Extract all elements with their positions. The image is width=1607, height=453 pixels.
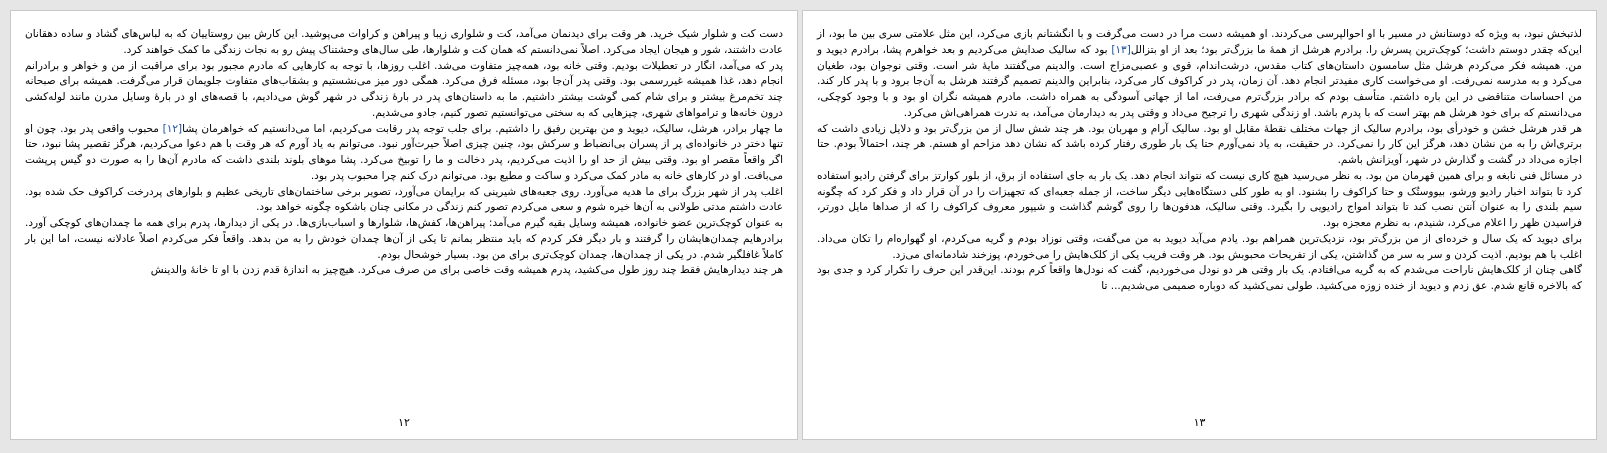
paragraph-text: ما چهار برادر، هرشل، سالیک، دیوید و من بهترین رفیق را داشتیم. برای جلب توجه پدر رقابت می‌کردیم، اما می‌دانستیم که خواهرمان پشا: [182, 122, 784, 135]
paragraph-text: لذتبخش نبود، به ویژه که دوستانش در مسیر با او احوالپرسی می‌کردند. او همیشه دست مرا در دست می‌گرفت و با انگشتانم بازی می‌کرد، این مثل علامتی سری بین ما بود، از این‌که چقدر دوستم داشت؛ کوچک‌ترین پسرش را. برادرم هرشل از همهٔ ما بزرگ‌تر بود؛ بعد از او بتزالل: [817, 28, 1582, 56]
left-page: [10, 10, 798, 440]
page-number: ۱۳: [1193, 416, 1206, 429]
paragraph: دست کت و شلوار شیک خرید. هر وقت برای دیدنمان می‌آمد، کت و شلواری زیبا و پیراهن و کراوات می‌پوشید. این کارش بین روستاییان که به لباس‌های گشاد و ساده دهقانان عادت داشتند، شور و هیجان ایجاد می‌کرد. اصلاً نمی‌دانستم که همان کت و شلوارها، طی سال‌های وحشتناک پیش رو به نجات زندگی ما کمک خواهند کرد.: [25, 28, 783, 56]
right-page: [802, 10, 1597, 440]
page-number: ۱۲: [398, 416, 410, 429]
paragraph: هر قدر هرشل خشن و خودرأی بود، برادرم سالیک از جهات مختلف نقطهٔ مقابل او بود. سالیک آرام و مهربان بود. هر چند شش سال از من بزرگ‌تر بود و دلایل زیادی داشت که برتری‌اش را به من نشان دهد، هرگز این کار را نمی‌کرد. در حقیقت، به یاد نمی‌آورم حتا یک بار طوری رفتار کرده باشد که نشان دهد مزاحم او هستم. هر چند، احتمالاً بودم. حتا اجازه می‌داد در گشت و گذارش در شهر، آویزانش باشم.: [817, 122, 1582, 166]
paragraph: [25, 122, 783, 185]
footnote-link[interactable]: [۱۲]: [162, 122, 183, 135]
right-page-body: [817, 27, 1582, 295]
paragraph: برای دیوید که یک سال و خرده‌ای از من بزرگ‌تر بود، نزدیک‌ترین همراهم بود. یادم می‌آید دیوید به من می‌گفت، وقتی نوزاد بودم و گریه می‌کردم، او گهواره‌ام را تکان می‌داد. اغلب با هم بودیم. اذیت کردن و سر به سر من گذاشتن، یکی از تفریحات محبوبش بود. هر وقت فریب یکی از کلک‌هایش را می‌خوردم، پوزخند شادمانه‌ای می‌زد.: [817, 232, 1582, 261]
left-page-body: [25, 27, 783, 279]
paragraph-text: محبوب واقعی پدر بود. چون او تنها دختر در خانواده‌ای پر از پسران بی‌انضباط و سرکش بود، چنین چیزی اصلاً حیرت‌آور نبود. می‌توانم به یاد آورم که هر وقت با هم دعوا می‌کردیم، هرگز تقصیر پشا نبود، حتا اگر واقعاً مقصر او بود. وقتی بیش از حد او را اذیت می‌کردیم، پدر دخالت و ما را توبیخ می‌کرد. پشا موهای بلوند بلندی داشت که مادرم آن‌ها را به صورت دو گیس پرپشت می‌بافت. او در کارهای خانه به مادر کمک می‌کرد و ساکت و مطیع بود. می‌توانم درک کنم چرا محبوب پدر بود.: [25, 122, 783, 182]
footnote-link[interactable]: [۱۳]: [1111, 43, 1131, 56]
paragraph: هر چند دیدارهایش فقط چند روز طول می‌کشید، پدرم همیشه وقت خاصی برای من صرف می‌کرد. هیچ‌چیز به اندازهٔ قدم زدن با او تا خانهٔ والدینش: [150, 264, 783, 277]
paragraph: به عنوان کوچک‌ترین عضو خانواده، همیشه وسایل بقیه گیرم می‌آمد: پیراهن‌ها، کفش‌ها، شلوارها و اسباب‌بازی‌ها. در یکی از دیدارها، پدرم برای همه ما چمدان‌های کوچکی آورد. برادرهایم چمدان‌هایشان را گرفتند و بار دیگر فکر کردم که باید منتظر بمانم تا یکی از آن‌ها چمدان خودش را به من بدهد. واقعاً فکر می‌کردم اصلاً عادلانه نیست، اما این بار کاملاً غافلگیر شدم. در یکی از چمدان‌ها، چمدان کوچک‌تری برای من بود. بسیار خوشحال بودم.: [25, 217, 783, 261]
paragraph-text: بود که سالیک صدایش می‌کردیم و بعد خواهرم پشا، برادرم دیوید و من. همیشه فکر می‌کردم هرشل مثل سامسون داستان‌های کتاب مقدس، درشت‌اندام، قوی و عصبی‌مزاج است. والدینم می‌گفتند مایهٔ شر است. وقتی نوجوان بود، طغیان می‌کرد و به مدرسه نمی‌رفت. او می‌خواست کاری مفیدتر انجام دهد. آن زمان، پدر در کراکوف کار می‌کرد، بنابراین والدینم تصمیم گرفتند هرشل به آن‌جا برود و با پدر کار کند. من احساسات متناقضی در این باره داشتم. متأسف بودم که برادر بزرگ‌ترم می‌رفت، اما از جهاتی آسودگی به همراه داشت. مادرم همیشه نگران او بود و با وجود کوچکی، می‌دانستم که برای خود هرشل هم بهتر است که با پدرم باشد. او زندگی شهری را ترجیح می‌داد و وقتی پدر به دیدارمان می‌آمد، به ندرت همراهی‌اش می‌کرد.: [817, 43, 1582, 119]
paragraph: گاهی چنان از کلک‌هایش ناراحت می‌شدم که به گریه می‌افتادم. یک بار وقتی هر دو نودل می‌خوردیم، گفت که نودل‌ها واقعاً کرم بودند. این‌قدر این حرف را تکرار کرد و جدی بود که بالاخره قانع شدم. عق زدم و دیوید از خنده زوزه می‌کشید. طولی نمی‌کشید که دوباره صمیمی می‌شدیم... تا: [817, 264, 1582, 292]
paragraph: [817, 27, 1582, 122]
paragraph: اغلب پدر از شهر بزرگ برای ما هدیه می‌آورد. روی جعبه‌های شیرینی که برایمان می‌آورد، تصویر برخی ساختمان‌های تاریخی عظیم و بلوارهای پردرخت کراکوف حک شده بود. عادت داشتم مدتی طولانی به آن‌ها خیره شوم و سعی می‌کردم تصور کنم زندگی در مکانی چنان باشکوه چگونه خواهد بود.: [25, 185, 783, 214]
paragraph: در مسائل فنی نابغه و برای همین قهرمان من بود. به نظر می‌رسید هیچ کاری نیست که نتواند انجام دهد. یک بار به جای استفاده از برق، از بلور کوارتز برای گرفتن رادیو استفاده کرد تا بتواند اخبار رادیو ورشو، بیووستُک و حتا کراکوف را بشنود. او به طور کلی دستگاه‌هایی دیگر ساخت، از جمله جعبه‌ای که تجهیزات را در آن قرار داد و فکر کرد که چگونه سیم بلندی را به عنوان آنتن نصب کند تا بتواند امواج رادیویی را بگیرد. وقتی سالیک، هدفون‌ها را روی گوشم گذاشت و شیپور معروف کراکوف را که از صداها مایل دورتر، فراسیدن ظهر را اعلام می‌کرد، شنیدم، به نظرم معجزه بود.: [817, 169, 1582, 229]
paragraph: پدر که می‌آمد، انگار در تعطیلات بودیم. وقتی خانه بود، همه‌چیز متفاوت می‌شد. اغلب روزها، با توجه به کارهایی که مادرم مجبور بود برای مراقبت از من و خواهر و برادرانم انجام دهد، غذا همیشه غیررسمی بود. وقتی پدر آن‌جا بود، مسئله فرق می‌کرد. همگی دور میز می‌نشستیم و بشقاب‌های متفاوت جلویمان قرار می‌گرفت. همیشه برای صبحانه چند تخم‌مرغ بیشتر و برای شام کمی گوشت بیشتر داشتیم. ما به داستان‌های پدر در بارهٔ زندگی در شهر گوش می‌دادیم، با قصه‌های او در بارهٔ وسایل مدرن مانند لوله‌کشی درون خانه‌ها و ترامواهای شهری، چیزهایی که به سختی می‌توانستیم تصور کنیم، جادو می‌شدیم.: [25, 59, 783, 119]
